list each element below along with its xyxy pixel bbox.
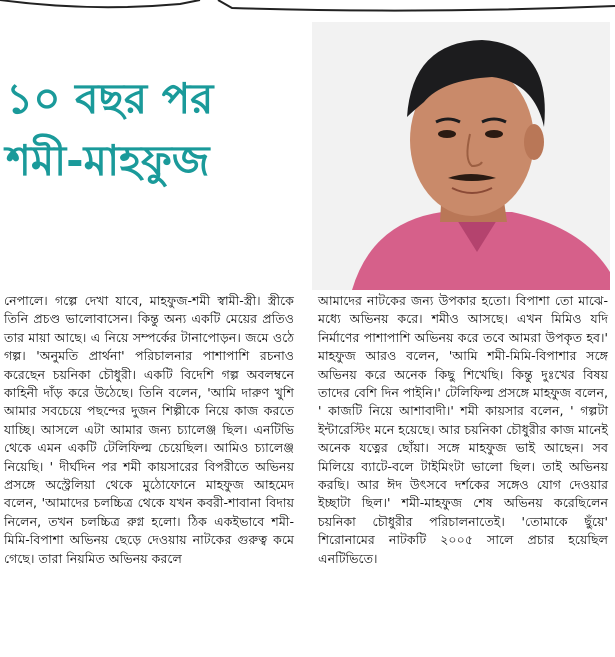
article-column-left bbox=[4, 292, 294, 568]
article-column-right bbox=[318, 292, 608, 568]
top-frame-ornament bbox=[0, 0, 615, 14]
portrait-photo bbox=[312, 22, 610, 290]
portrait-illustration bbox=[312, 22, 610, 290]
column-left-text: নেপালে। গল্পে দেখা যাবে, মাহফুজ-শমী স্বামী-স্ত্রী। স্ত্রীকে তিনি প্রচণ্ড ভালোবাসেন। কিন্তু অন্য একটি মেয়ের প্রতিও তার মায়া আছে। এ নিয়ে সম্পর্কের টানাপোড়ন। জমে ওঠে গল্প। 'অনুমতি প্রার্থনা' পরিচালনার পাশাপাশি রচনাও করেছেন চয়নিকা চৌধুরী। একটি বিদেশি গল্প অবলম্বনে কাহিনী দাঁড় করে উঠেছে। তিনি বলেন, 'আমি দারুণ খুশি আমার সবচেয়ে পছন্দের দুজন শিল্পীকে নিয়ে কাজ করতে যাচ্ছি। আসলে এটা আমার জন্য চ্যালেঞ্জ ছিল। এনটিভি থেকে এমন একটি টেলিফিল্ম চেয়েছিল। আমিও চ্যালেঞ্জ নিয়েছি। ' দীর্ঘদিন পর শমী কায়সারের বিপরীতে অভিনয় প্রসঙ্গে অস্ট্রেলিয়া থেকে মুঠোফোনে মাহফুজ আহমেদ বলেন, 'আমাদের চলচ্চিত্র থেকে যখন কবরী-শাবানা বিদায় নিলেন, তখন চলচ্চিত্র রুগ্ন হলো। ঠিক একইভাবে শমী-মিমি-বিপাশা অভিনয় ছেড়ে দেওয়ায় নাটকের গুরুত্ব কমে গেছে। তারা নিয়মিত অভিনয় করলে bbox=[4, 293, 294, 566]
headline-line-2: শমী-মাহফুজ bbox=[6, 136, 210, 185]
headline-line-1: ১০ বছর পর bbox=[6, 74, 214, 123]
column-right-text: আমাদের নাটকের জন্য উপকার হতো। বিপাশা তো মাঝে-মধ্যে অভিনয় করে। শমীও আসছে। এখন মিমিও যদি নির্মাণের পাশাপাশি অভিনয় করে তবে আমরা উপকৃত হব।' মাহফুজ আরও বলেন, 'আমি শমী-মিমি-বিপাশার সঙ্গে অভিনয় করে অনেক কিছু শিখেছি। কিন্তু দুঃখের বিষয় তাদের বেশি দিন পাইনি।' টেলিফিল্ম প্রসঙ্গে মাহফুজ বলেন, ' কাজটি নিয়ে আশাবাদী।' শমী কায়সার বলেন, ' গল্পটা ইন্টারেস্টিং মনে হয়েছে। আর চয়নিকা চৌধুরীর কাজ মানেই অনেক যত্নের ছোঁয়া। সঙ্গে মাহফুজ ভাই আছেন। সব মিলিয়ে ব্যাটে-বলে টাইমিংটা ভালো ছিল। তাই অভিনয় করছি। আর ঈদ উৎসবে দর্শকের সঙ্গেও যোগ দেওয়ার ইচ্ছাটা ছিল।' শমী-মাহফুজ শেষ অভিনয় করেছিলেন চয়নিকা চৌধুরীর পরিচালনাতেই। 'তোমাকে ছুঁয়ে' শিরোনামের নাটকটি ২০০৫ সালে প্রচার হয়েছিল এনটিভিতে। bbox=[318, 293, 608, 566]
headline bbox=[6, 68, 306, 192]
